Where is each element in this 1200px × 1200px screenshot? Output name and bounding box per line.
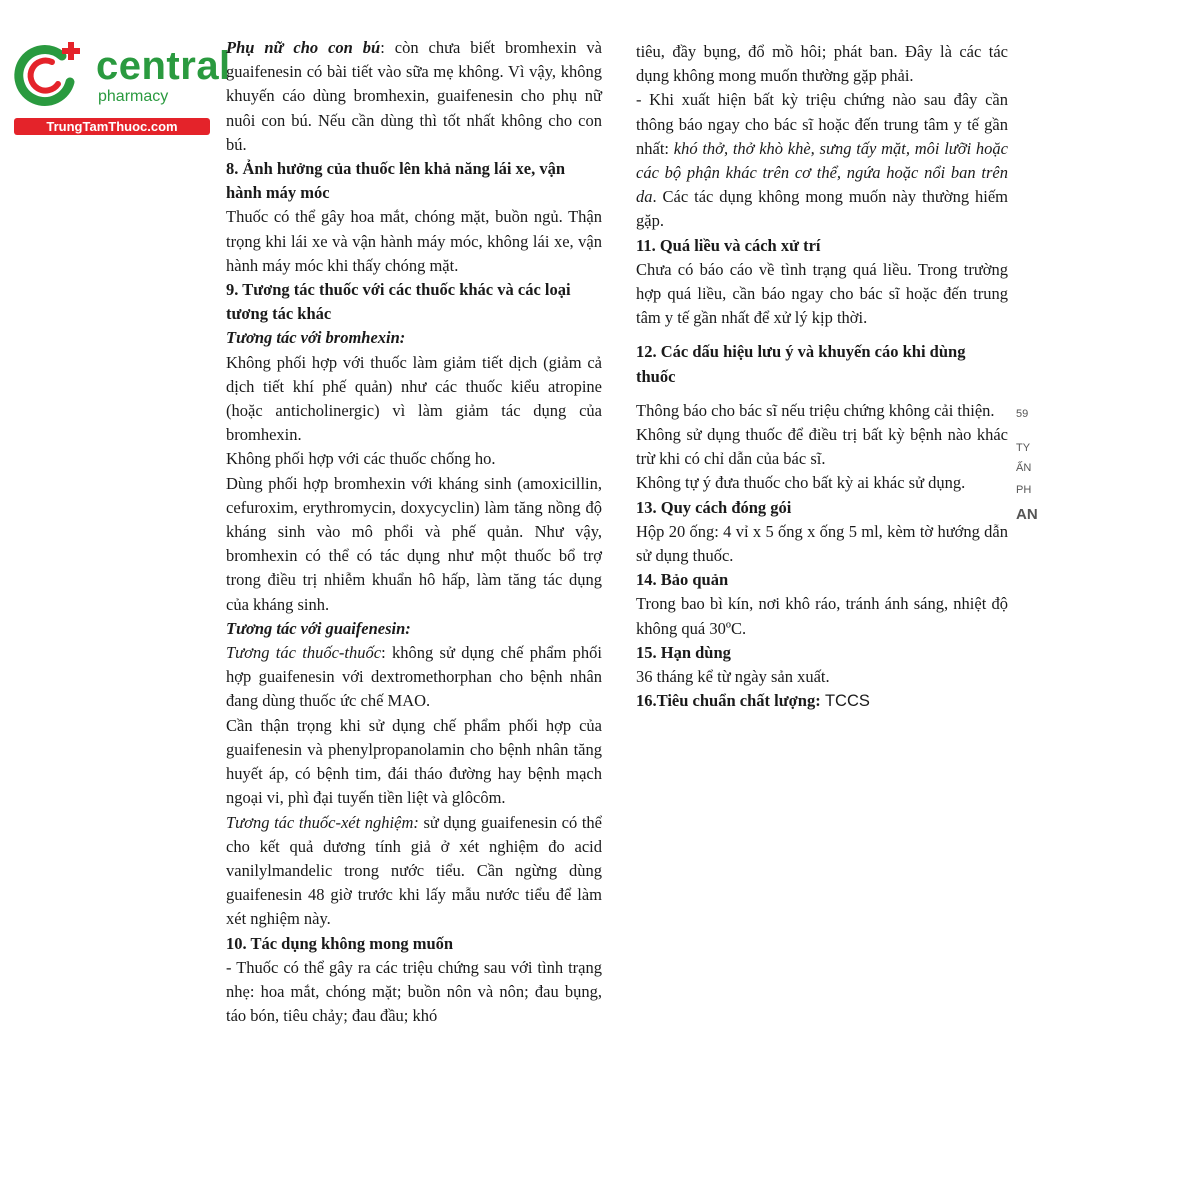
section-14-title: 14. Bảo quản (636, 570, 729, 590)
breastfeeding-label: Phụ nữ cho con bú (226, 38, 381, 57)
bromhexin-interaction-1: Không phối hợp với thuốc làm giảm tiết dịch (giảm cả dịch tiết khí phế quản) như các thuốc kiểu atropine (hoặc anticholinergic) vì làm giảm tác dụng của bromhexin. (226, 352, 602, 445)
section-8-text: Thuốc có thể gây hoa mắt, chóng mặt, buồn ngủ. Thận trọng khi lái xe và vận hành máy móc, không lái xe, vận hành máy móc khi thấy chóng mặt. (226, 207, 602, 275)
central-pharmacy-logo-icon (10, 38, 90, 110)
breastfeeding-paragraph (226, 36, 602, 157)
section-15-text: 36 tháng kể từ ngày sản xuất. (636, 667, 830, 687)
brand-subtitle: pharmacy (98, 88, 169, 105)
drug-test-label: Tương tác thuốc-xét nghiệm: (226, 812, 419, 832)
section-12-item-2: Không sử dụng thuốc để điều trị bất kỳ bệnh nào khác trừ khi có chỉ dẫn của bác sĩ. (636, 425, 1008, 469)
section-10-p2-end: . Các tác dụng không mong muốn này thường hiếm gặp. (636, 187, 1008, 231)
section-16-title: 16.Tiêu chuẩn chất lượng: (636, 691, 821, 711)
section-12-item-3: Không tự ý đưa thuốc cho bất kỳ ai khác sử dụng. (636, 473, 966, 493)
section-12-item-1: Thông báo cho bác sĩ nếu triệu chứng không cải thiện. (636, 400, 995, 420)
right-column (636, 40, 1008, 713)
section-15-title: 15. Hạn dùng (636, 642, 731, 662)
left-column (226, 36, 602, 1028)
section-13-title: 13. Quy cách đóng gói (636, 497, 792, 517)
section-16-value: TCCS (820, 692, 870, 711)
stamp-fragment: ẤN (1016, 462, 1032, 474)
drug-drug-label: Tương tác thuốc-thuốc (226, 643, 382, 663)
section-10-title: 10. Tác dụng không mong muốn (226, 933, 454, 953)
guaifenesin-interaction-1 (226, 641, 602, 714)
section-10-p2-start: - Khi xuất hiện bất kỳ triệu chứng nào sau đây cần thông báo ngay cho bác sĩ hoặc đến trung tâm y tế gần nhất: (636, 90, 1008, 158)
section-14-text: Trong bao bì kín, nơi khô ráo, tránh ánh sáng, nhiệt độ không quá 30ºC. (636, 594, 1008, 638)
drug-drug-text: : không sử dụng chế phẩm phối hợp guaifenesin với dextromethorphan cho bệnh nhân đang dùng thuốc ức chế MAO. (226, 643, 603, 711)
guaifenesin-interaction-label: Tương tác với guaifenesin: (226, 618, 411, 638)
section-13-text: Hộp 20 ống: 4 vỉ x 5 ống x ống 5 ml, kèm tờ hướng dẫn sử dụng thuốc. (636, 521, 1008, 566)
brand-url-banner: TrungTamThuoc.com (14, 118, 210, 135)
bromhexin-interaction-label: Tương tác với bromhexin: (226, 328, 406, 348)
breastfeeding-text: : còn chưa biết bromhexin và guaifenesin có bài tiết vào sữa mẹ không. Vì vậy, không khuyến cáo dùng bromhexin, guaifenesin cho phụ nữ nuôi con bú. Nếu cần dùng thì tốt nhất không cho con bú. (226, 38, 602, 154)
guaifenesin-interaction-2: Cần thận trọng khi sử dụng chế phẩm phối hợp của guaifenesin và phenylpropanolamin cho bệnh nhân tăng huyết áp, có bệnh tim, đái tháo đường hay bệnh mạch ngoại vi, phì đại tuyến tiền liệt và glôcôm. (226, 715, 602, 808)
section-10-p2-symptoms: khó thở, thở khò khè, sưng tấy mặt, môi lưỡi hoặc các bộ phận khác trên cơ thể, ngứa hoặc nổi ban trên da (636, 138, 1009, 207)
section-11-title: 11. Quá liều và cách xử trí (636, 235, 821, 255)
partial-stamp (1010, 404, 1046, 564)
bromhexin-interaction-2: Không phối hợp với các thuốc chống ho. (226, 449, 496, 469)
stamp-fragment: PH (1016, 484, 1032, 496)
section-11-text: Chưa có báo cáo về tình trạng quá liều. Trong trường hợp quá liều, cần báo ngay cho bác sĩ hoặc đến trung tâm y tế gần nhất để xử lý kịp thời. (636, 259, 1008, 328)
stamp-fragment: 59 (1016, 408, 1029, 420)
section-12-title: 12. Các dấu hiệu lưu ý và khuyến cáo khi dùng thuốc (636, 342, 966, 386)
central-pharmacy-logo (10, 38, 231, 138)
section-9-title: 9. Tương tác thuốc với các thuốc khác và các loại tương tác khác (226, 280, 571, 324)
stamp-fragment: AN (1016, 506, 1038, 523)
bromhexin-interaction-3: Dùng phối hợp bromhexin với kháng sinh (amoxicillin, cefuroxim, erythromycin, doxycyclin) làm tăng nồng độ kháng sinh vào mô phổi và phế quản. Như vậy, bromhexin có thể có tác dụng như một thuốc bổ trợ trong điều trị nhiễm khuẩn hô hấp, làm tăng tác dụng của kháng sinh. (226, 473, 602, 614)
section-16 (636, 689, 1008, 713)
section-10-continued: tiêu, đầy bụng, đổ mồ hôi; phát ban. Đây là các tác dụng không mong muốn thường gặp phải. (636, 42, 1008, 86)
guaifenesin-interaction-3 (226, 811, 602, 932)
section-10-paragraph-2 (636, 88, 1008, 233)
section-8-title: 8. Ảnh hưởng của thuốc lên khả năng lái xe, vận hành máy móc (226, 159, 566, 203)
stamp-fragment: TY (1016, 442, 1031, 454)
drug-test-text: sử dụng guaifenesin có thể cho kết quả dương tính giả ở xét nghiệm đo acid vanilylmandelic trong nước tiểu. Cần ngừng dùng guaifenesin 48 giờ trước khi lấy mẫu nước tiểu để làm xét nghiệm này. (226, 812, 602, 929)
section-10-text: - Thuốc có thể gây ra các triệu chứng sau với tình trạng nhẹ: hoa mắt, chóng mặt; buồn nôn và nôn; đau bụng, táo bón, tiêu chảy; đau đầu; khó (226, 957, 602, 1026)
brand-name: central (96, 44, 231, 88)
